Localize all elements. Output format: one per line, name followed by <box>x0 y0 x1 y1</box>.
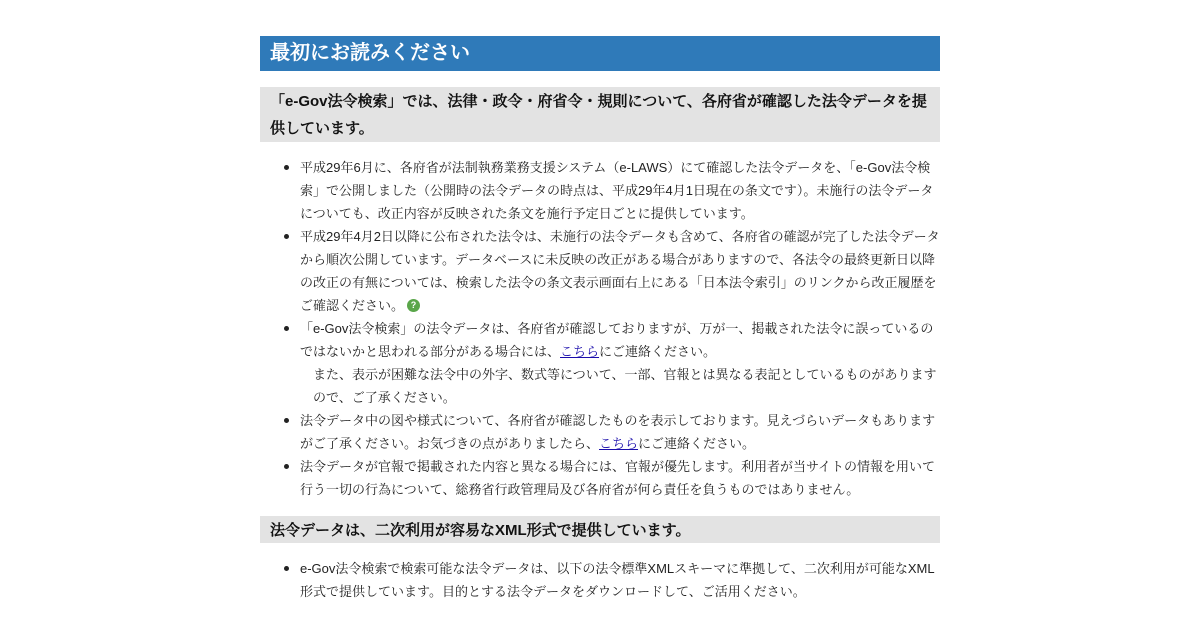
list-item-text: にご連絡ください。 <box>638 436 756 451</box>
notice-panel <box>260 36 940 603</box>
list-item <box>260 557 940 603</box>
section-heading-data-provision: 「e-Gov法令検索」では、法律・政令・府省令・規則について、各府省が確認した法令データを提供しています。 <box>260 87 940 142</box>
list-item <box>260 455 940 501</box>
list-item <box>260 225 940 317</box>
list-item-text: 平成29年6月に、各府省が法制執務業務支援システム（e-LAWS）にて確認した法令データを、「e-Gov法令検索」で公開しました（公開時の法令データの時点は、平成29年4月1日現在の条文です）。未施行の法令データについても、改正内容が反映された条文を施行予定日ごとに提供しています。 <box>300 160 934 221</box>
section-heading-xml: 法令データは、二次利用が容易なXML形式で提供しています。 <box>260 516 940 543</box>
list-item <box>260 317 940 409</box>
contact-link[interactable]: こちら <box>560 344 600 359</box>
contact-link[interactable]: こちら <box>599 436 639 451</box>
list-item <box>260 409 940 455</box>
help-icon[interactable]: ? <box>407 299 420 312</box>
list-item-text: 法令データ中の図や様式について、各府省が確認したものを表示しております。見えづらいデータもありますがご了承ください。お気づきの点がありましたら、 <box>300 413 936 451</box>
list-item <box>260 156 940 225</box>
list-item-text: 法令データが官報で掲載された内容と異なる場合には、官報が優先します。利用者が当サイトの情報を用いて行う一切の行為について、総務省行政管理局及び各府省が何ら責任を負うものではありません。 <box>300 459 936 497</box>
list-item-text: 「e-Gov法令検索」の法令データは、各府省が確認しておりますが、万が一、掲載された法令に誤っているのではないかと思われる部分がある場合には、 <box>300 321 934 359</box>
notice-list <box>260 156 940 501</box>
list-item-text: 平成29年4月2日以降に公布された法令は、未施行の法令データも含めて、各府省の確認が完了した法令データから順次公開しています。データベースに未反映の改正がある場合がありますので、各法令の最終更新日以降の改正の有無については、検索した法令の条文表示画面右上にある「日本法令索引」のリンクから改正履歴をご確認ください。 <box>300 229 940 313</box>
list-item-note: また、表示が困難な法令中の外字、数式等について、一部、官報とは異なる表記としているものがありますので、ご了承ください。 <box>313 367 937 405</box>
page-title: 最初にお読みください <box>260 36 940 71</box>
list-item-text: e-Gov法令検索で検索可能な法令データは、以下の法令標準XMLスキーマに準拠して、二次利用が可能なXML形式で提供しています。目的とする法令データをダウンロードして、ご活用ください。 <box>300 561 935 599</box>
list-item-text: にご連絡ください。 <box>599 344 717 359</box>
xml-list <box>260 557 940 603</box>
